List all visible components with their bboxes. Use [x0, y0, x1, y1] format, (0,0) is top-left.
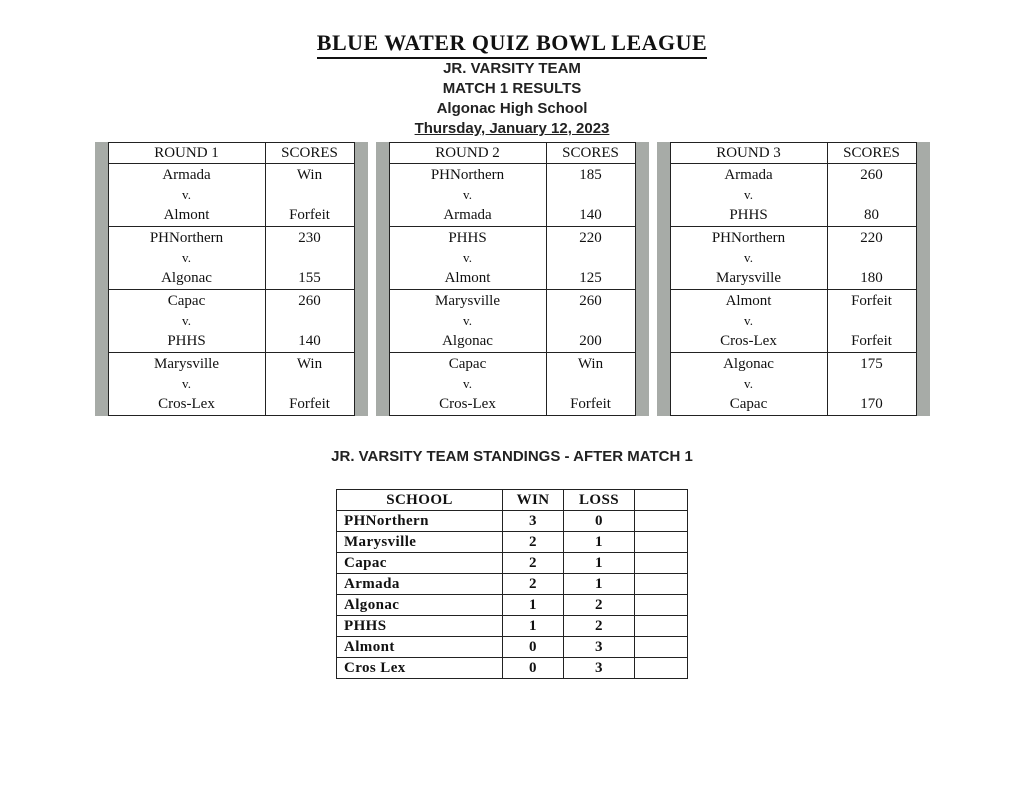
vs-label: v.: [744, 313, 753, 328]
scores-cell: [265, 290, 354, 353]
standings-row: [337, 532, 688, 553]
score-value: 220: [579, 230, 602, 246]
team-name: Capac: [167, 293, 206, 309]
teams-cell: [389, 164, 546, 227]
team-name: Capac: [448, 356, 487, 372]
standings-row: [337, 595, 688, 616]
score-spacer: [266, 185, 354, 205]
team-name: Cros-Lex: [158, 396, 215, 412]
score-value: Forfeit: [289, 396, 330, 412]
match-results-tables: [0, 142, 1024, 416]
empty-cell: [635, 637, 688, 658]
score-spacer: [828, 311, 916, 331]
loss-count: 2: [564, 595, 635, 616]
score-value: 80: [864, 207, 879, 223]
match-row: [108, 290, 354, 353]
team-name: PHHS: [167, 333, 206, 349]
vs-label: v.: [744, 376, 753, 391]
score-value: 180: [860, 270, 883, 286]
scores-cell: [265, 164, 354, 227]
standings-row: [337, 616, 688, 637]
vs-label: v.: [463, 376, 472, 391]
standings-title: JR. VARSITY TEAM STANDINGS - AFTER MATCH 1: [331, 448, 693, 465]
team-name: Marysville: [716, 270, 781, 286]
score-spacer: [266, 374, 354, 394]
teams-cell: [670, 353, 827, 416]
school-name: Capac: [337, 553, 503, 574]
school-name: Almont: [337, 637, 503, 658]
scores-cell: [265, 353, 354, 416]
score-spacer: [828, 185, 916, 205]
empty-cell: [635, 616, 688, 637]
vs-label: v.: [182, 376, 191, 391]
team-name: Armada: [162, 167, 211, 183]
empty-cell: [635, 553, 688, 574]
team-name: Almont: [725, 293, 772, 309]
score-spacer: [547, 185, 635, 205]
teams-cell: [389, 353, 546, 416]
standings-row: [337, 553, 688, 574]
team-name: PHNorthern: [149, 230, 224, 246]
scores-header: SCORES: [827, 143, 916, 164]
scores-cell: [546, 353, 635, 416]
scores-cell: [546, 290, 635, 353]
scores-header: SCORES: [265, 143, 354, 164]
match-row: [389, 164, 635, 227]
team-name: PHNorthern: [430, 167, 505, 183]
empty-cell: [635, 511, 688, 532]
score-spacer: [547, 248, 635, 268]
score-value: 155: [298, 270, 321, 286]
round-3-table: [657, 142, 930, 416]
empty-cell: [635, 595, 688, 616]
school-name: PHHS: [337, 616, 503, 637]
match-row: [108, 227, 354, 290]
score-value: 230: [298, 230, 321, 246]
vs-label: v.: [182, 250, 191, 265]
team-name: Cros-Lex: [720, 333, 777, 349]
score-value: 140: [579, 207, 602, 223]
empty-cell: [635, 658, 688, 679]
team-name: Armada: [443, 207, 492, 223]
team-name: Almont: [444, 270, 491, 286]
round-1-table: [95, 142, 368, 416]
score-spacer: [828, 248, 916, 268]
score-value: Forfeit: [570, 396, 611, 412]
standings-row: [337, 511, 688, 532]
empty-cell: [635, 574, 688, 595]
school-name: Marysville: [337, 532, 503, 553]
score-value: 125: [579, 270, 602, 286]
match-row: [389, 290, 635, 353]
score-value: Win: [577, 356, 604, 372]
match-row: [670, 164, 916, 227]
school-column-header: SCHOOL: [337, 490, 503, 511]
teams-cell: [670, 227, 827, 290]
team-name: Algonac: [723, 356, 774, 372]
standings-table: [336, 489, 688, 679]
score-value: 200: [579, 333, 602, 349]
document-header: [0, 0, 1024, 139]
table-edge-shade: [657, 142, 670, 416]
school-name: Armada: [337, 574, 503, 595]
scores-cell: [827, 290, 916, 353]
score-spacer: [828, 374, 916, 394]
loss-count: 3: [564, 658, 635, 679]
score-value: 175: [860, 356, 883, 372]
match-row: [670, 290, 916, 353]
school-name: Cros Lex: [337, 658, 503, 679]
school-name: Algonac: [337, 595, 503, 616]
scores-cell: [827, 353, 916, 416]
match-row: [108, 353, 354, 416]
score-spacer: [266, 311, 354, 331]
teams-cell: [108, 227, 265, 290]
team-name: Cros-Lex: [439, 396, 496, 412]
win-column-header: WIN: [503, 490, 564, 511]
match-row: [389, 353, 635, 416]
vs-label: v.: [463, 187, 472, 202]
team-name: Almont: [163, 207, 210, 223]
empty-cell: [635, 532, 688, 553]
score-value: Forfeit: [289, 207, 330, 223]
round-header-row: [670, 143, 916, 164]
team-name: Algonac: [161, 270, 212, 286]
win-count: 2: [503, 553, 564, 574]
score-spacer: [547, 374, 635, 394]
round-title: ROUND 2: [389, 143, 546, 164]
score-spacer: [266, 248, 354, 268]
team-name: PHNorthern: [711, 230, 786, 246]
round-header-row: [108, 143, 354, 164]
teams-cell: [389, 290, 546, 353]
scores-cell: [546, 164, 635, 227]
score-value: 260: [298, 293, 321, 309]
loss-count: 0: [564, 511, 635, 532]
round-2-table: [376, 142, 649, 416]
round-title: ROUND 1: [108, 143, 265, 164]
round-title: ROUND 3: [670, 143, 827, 164]
score-value: 260: [860, 167, 883, 183]
standings-header-row: [337, 490, 688, 511]
standings-row: [337, 574, 688, 595]
score-spacer: [547, 311, 635, 331]
vs-label: v.: [182, 313, 191, 328]
table-edge-shade: [95, 142, 108, 416]
team-name: PHHS: [448, 230, 487, 246]
match-row: [670, 353, 916, 416]
match-row: [108, 164, 354, 227]
win-count: 1: [503, 616, 564, 637]
vs-label: v.: [182, 187, 191, 202]
table-edge-shade: [355, 142, 368, 416]
win-count: 2: [503, 574, 564, 595]
score-value: Win: [296, 167, 323, 183]
match-row: [389, 227, 635, 290]
match-row: [670, 227, 916, 290]
empty-column-header: [635, 490, 688, 511]
scores-cell: [827, 227, 916, 290]
score-value: Forfeit: [851, 293, 892, 309]
team-name: Algonac: [442, 333, 493, 349]
team-name: Capac: [729, 396, 768, 412]
team-name: Marysville: [435, 293, 500, 309]
vs-label: v.: [744, 187, 753, 202]
win-count: 0: [503, 658, 564, 679]
score-value: 185: [579, 167, 602, 183]
win-count: 3: [503, 511, 564, 532]
scores-cell: [546, 227, 635, 290]
loss-column-header: LOSS: [564, 490, 635, 511]
score-value: 170: [860, 396, 883, 412]
loss-count: 3: [564, 637, 635, 658]
teams-cell: [108, 290, 265, 353]
round-header-row: [389, 143, 635, 164]
team-name: Armada: [724, 167, 773, 183]
scores-cell: [265, 227, 354, 290]
loss-count: 1: [564, 532, 635, 553]
team-subtitle: JR. VARSITY TEAM: [443, 60, 581, 77]
date-subtitle: Thursday, January 12, 2023: [414, 120, 610, 137]
standings-row: [337, 637, 688, 658]
teams-cell: [108, 164, 265, 227]
scores-header: SCORES: [546, 143, 635, 164]
score-value: 220: [860, 230, 883, 246]
league-title: BLUE WATER QUIZ BOWL LEAGUE: [317, 30, 707, 59]
vs-label: v.: [463, 313, 472, 328]
team-name: Marysville: [154, 356, 219, 372]
school-name: PHNorthern: [337, 511, 503, 532]
score-value: Forfeit: [851, 333, 892, 349]
loss-count: 1: [564, 574, 635, 595]
teams-cell: [670, 290, 827, 353]
match-subtitle: MATCH 1 RESULTS: [442, 80, 582, 97]
teams-cell: [670, 164, 827, 227]
win-count: 0: [503, 637, 564, 658]
win-count: 2: [503, 532, 564, 553]
vs-label: v.: [744, 250, 753, 265]
standings-row: [337, 658, 688, 679]
win-count: 1: [503, 595, 564, 616]
loss-count: 2: [564, 616, 635, 637]
table-edge-shade: [636, 142, 649, 416]
vs-label: v.: [463, 250, 472, 265]
table-edge-shade: [376, 142, 389, 416]
score-value: 260: [579, 293, 602, 309]
score-value: Win: [296, 356, 323, 372]
table-edge-shade: [917, 142, 930, 416]
scores-cell: [827, 164, 916, 227]
teams-cell: [108, 353, 265, 416]
team-name: PHHS: [729, 207, 768, 223]
teams-cell: [389, 227, 546, 290]
score-value: 140: [298, 333, 321, 349]
school-subtitle: Algonac High School: [436, 100, 588, 117]
loss-count: 1: [564, 553, 635, 574]
